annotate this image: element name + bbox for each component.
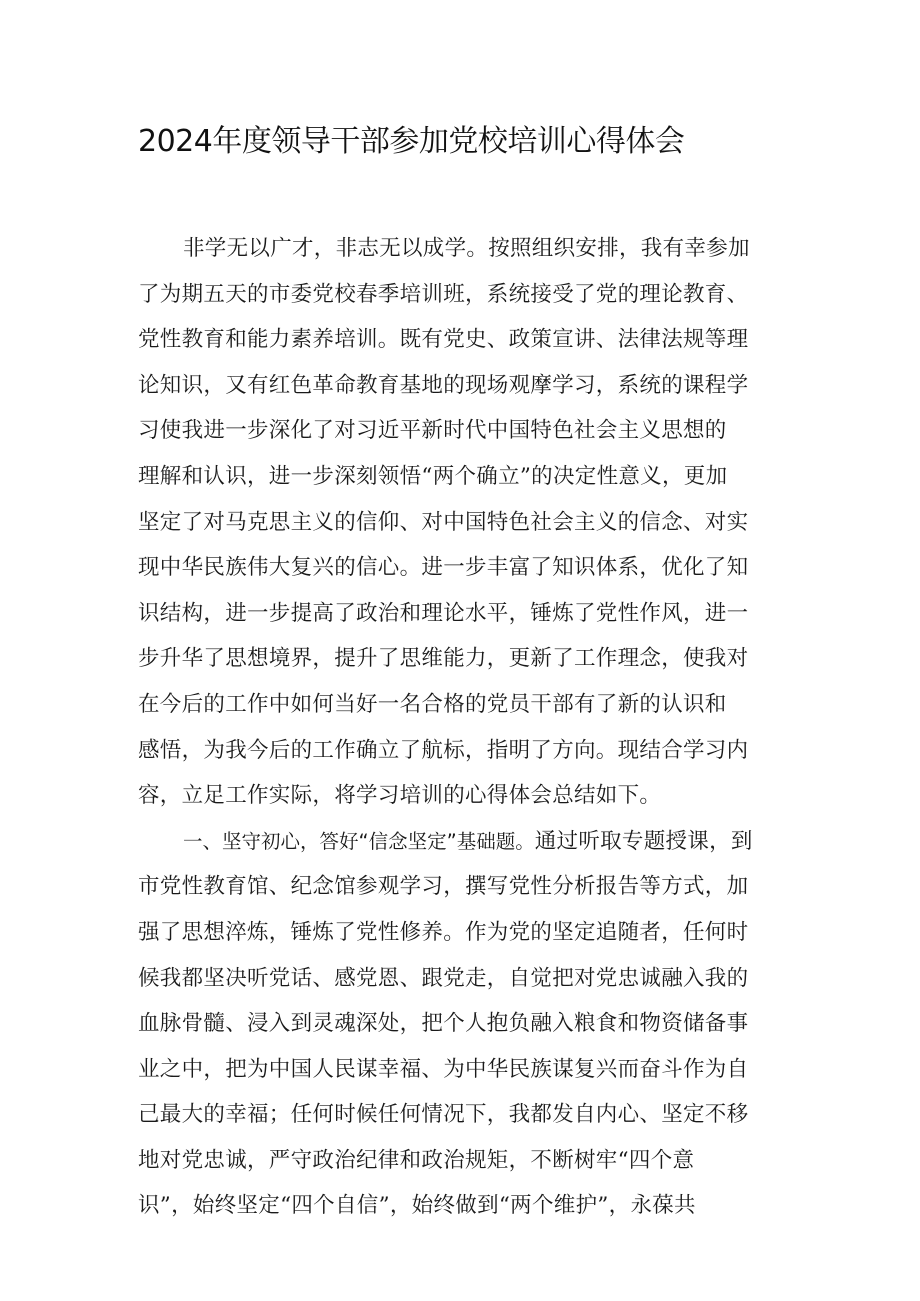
paragraph-line: 了为期五天的市委党校春季培训班，系统接受了党的理论教育、 xyxy=(138,281,749,307)
section-heading: 一、坚守初心，答好“信念坚定”基础题。 xyxy=(183,829,535,853)
paragraph-line: 血脉骨髓、浸入到灵魂深处，把个人抱负融入粮食和物资储备事 xyxy=(138,1011,749,1037)
paragraph-line: 业之中，把为中国人民谋幸福、为中华民族谋复兴而奋斗作为自 xyxy=(138,1056,749,1082)
paragraph-line: 在今后的工作中如何当好一名合格的党员干部有了新的认识和 xyxy=(138,691,727,717)
paragraph-line: 理解和认识，进一步深刻领悟“两个确立”的决定性意义，更加 xyxy=(138,463,728,489)
paragraph-line: 容，立足工作实际，将学习培训的心得体会总结如下。 xyxy=(138,783,662,809)
paragraph-line: 现中华民族伟大复兴的信心。进一步丰富了知识体系，优化了知 xyxy=(138,555,749,581)
paragraph-line: 非学无以广才，非志无以成学。按照组织安排，我有幸参加 xyxy=(183,236,750,261)
document-body xyxy=(138,226,788,1229)
paragraph-line: 地对党忠诚，严守政治纪律和政治规矩，不断树牢“四个意 xyxy=(138,1147,695,1173)
document-title: 2024年度领导干部参加党校培训心得体会 xyxy=(138,124,685,159)
paragraph-line: 识结构，进一步提高了政治和理论水平，锤炼了党性作风，进一 xyxy=(138,600,749,626)
paragraph-line: 步升华了思想境界，提升了思维能力，更新了工作理念，使我对 xyxy=(138,646,749,672)
paragraph-line: 坚定了对马克思主义的信仰、对中国特色社会主义的信念、对实 xyxy=(138,509,749,535)
section-heading-rest: 通过听取专题授课，到 xyxy=(534,828,753,854)
paragraph-line: 市党性教育馆、纪念馆参观学习，撰写党性分析报告等方式，加 xyxy=(138,874,749,900)
paragraph-line: 感悟，为我今后的工作确立了航标，指明了方向。现结合学习内 xyxy=(138,737,749,763)
paragraph-line: 党性教育和能力素养培训。既有党史、政策宣讲、法律法规等理 xyxy=(138,327,749,353)
paragraph-line: 论知识，又有红色革命教育基地的现场观摩学习，系统的课程学 xyxy=(138,372,749,398)
paragraph-line: 己最大的幸福；任何时候任何情况下，我都发自内心、坚定不移 xyxy=(138,1102,749,1128)
paragraph-line: 习使我进一步深化了对习近平新时代中国特色社会主义思想的 xyxy=(138,418,727,444)
paragraph-intro xyxy=(138,226,788,819)
paragraph-line: 强了思想淬炼，锤炼了党性修养。作为党的坚定追随者，任何时 xyxy=(138,919,749,945)
section-heading-line xyxy=(138,819,788,865)
paragraph-line: 识”，始终坚定“四个自信”，始终做到“两个维护”，永葆共 xyxy=(138,1193,696,1219)
paragraph-line: 候我都坚决听党话、感党恩、跟党走，自觉把对党忠诚融入我的 xyxy=(138,965,749,991)
section-1 xyxy=(138,819,788,1229)
